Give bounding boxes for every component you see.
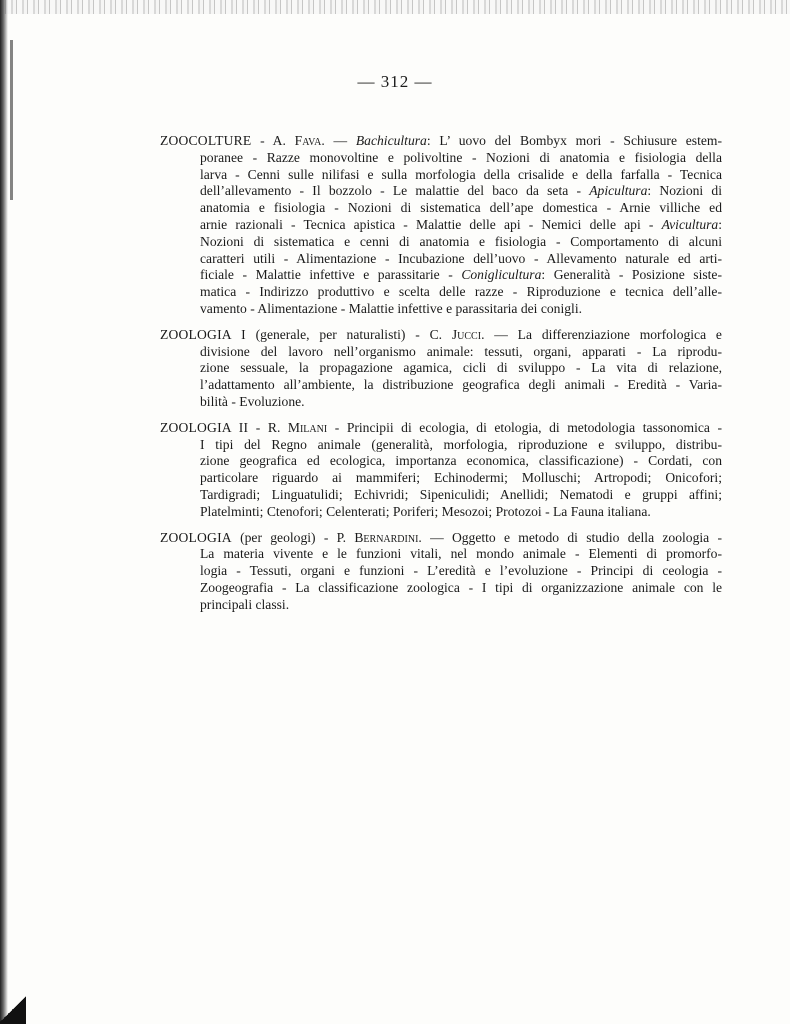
course-title: ZOOCOLTURE	[160, 133, 252, 148]
text-segment: zione sessuale, la propagazione agamica, cicli di sviluppo - La vita di relazione,	[200, 360, 722, 376]
text-segment: . —	[321, 133, 356, 148]
text-segment: vamento - Alimentazione - Malattie infettive e parassitaria dei conigli.	[200, 300, 582, 316]
course-title: ZOOLOGIA I	[160, 326, 246, 342]
author-name: Milani	[287, 419, 328, 435]
entry-text-line	[160, 580, 722, 597]
entry-text-line	[160, 167, 722, 184]
entry-text-line	[160, 200, 722, 217]
text-segment: Platelminti; Ctenofori; Celenterati; Poriferi; Mesozoi; Protozoi - La Fauna italiana.	[200, 503, 651, 519]
entry-heading-line	[160, 327, 722, 344]
text-segment: l’adattamento all’ambiente, la distribuzione geografica degli animali - Eredità - Varia-	[200, 377, 722, 393]
text-segment: ficiale - Malattie infettive e parassitarie -	[200, 267, 462, 283]
entry-text-line	[160, 504, 722, 521]
text-segment: poranee - Razze monovoltine e polivoltine - Nozioni di anatomia e fisiologia della	[200, 149, 722, 165]
text-segment: larva - Cenni sulle nilifasi e sulla morfologia della crisalide e della farfalla - Tecnica	[200, 166, 722, 182]
text-segment: (per geologi) - P.	[231, 529, 355, 545]
topic-heading: Avicultura	[661, 216, 719, 232]
entry-text-line	[160, 217, 722, 234]
entry-heading-line	[160, 420, 722, 437]
entry-text-line	[160, 377, 722, 394]
text-segment: Zoogeografia - La classificazione zoologica - I tipi di organizzazione animale con le	[200, 579, 722, 595]
entry-text-line	[160, 563, 722, 580]
text-segment: particolare riguardo ai mammiferi; Echinodermi; Molluschi; Artropodi; Onicofori;	[200, 470, 722, 486]
entry-text-line	[160, 150, 722, 167]
entry-text-line	[160, 234, 722, 251]
course-entry	[160, 327, 722, 411]
author-name: Fava	[294, 133, 322, 148]
text-segment: anatomia e fisiologia - Nozioni di sistematica dell’ape domestica - Arnie villiche ed	[200, 200, 722, 216]
text-segment: principali classi.	[200, 596, 290, 612]
topic-heading: Conigliculturа	[461, 267, 542, 283]
topic-heading: Bachicultura	[355, 133, 427, 148]
page-number: — 312 —	[357, 72, 433, 91]
text-segment: . — La differenziazione morfologica e	[481, 326, 722, 342]
scan-corner-shadow	[0, 994, 26, 1024]
text-segment: - Principii di ecologia, di etologia, di metodologia tassonomica -	[327, 419, 722, 435]
entry-text-line	[160, 301, 722, 318]
text-segment: : Nozioni di	[647, 183, 722, 199]
text-segment: bilità - Evoluzione.	[200, 393, 305, 409]
entry-heading-line	[160, 530, 722, 547]
course-entry	[160, 420, 722, 521]
entry-text-line	[160, 597, 722, 614]
course-entries	[160, 133, 722, 623]
course-title: ZOOLOGIA	[160, 529, 232, 545]
text-segment: logia - Tessuti, organi e funzioni - L’eredità e l’evoluzione - Principi di ceologia -	[200, 563, 722, 579]
scan-binding-mark	[10, 40, 13, 200]
author-name: Jucci	[451, 326, 482, 342]
text-segment: : L’ uovo del Bombyx mori - Schiusure estem-	[426, 133, 722, 148]
entry-text-line	[160, 437, 722, 454]
entry-text-line	[160, 453, 722, 470]
text-segment: Tardigradi; Linguatulidi; Echivridi; Sipeniculidi; Anellidi; Nematodi e gruppi affini;	[200, 486, 722, 502]
scan-left-edge	[0, 0, 8, 1024]
text-segment: arnie razionali - Tecnica apistica - Malattie delle api - Nemici delle api -	[200, 216, 662, 232]
text-segment: : Generalità - Posizione siste-	[541, 267, 722, 283]
entry-text-line	[160, 487, 722, 504]
text-segment: zione geografica ed ecologica, importanza economica, classificazione) - Cordati, con	[200, 453, 722, 469]
entry-text-line	[160, 251, 722, 268]
author-name: Bernardini	[354, 529, 419, 545]
entry-text-line	[160, 360, 722, 377]
text-segment: :	[718, 216, 722, 232]
entry-text-line	[160, 267, 722, 284]
topic-heading: Apicultura	[589, 183, 648, 199]
entry-text-line	[160, 284, 722, 301]
text-segment: (generale, per naturalisti) - C.	[245, 326, 452, 342]
course-title: ZOOLOGIA II	[160, 419, 249, 435]
course-entry	[160, 530, 722, 614]
text-segment: matica - Indirizzo produttivo e scelta delle razze - Riproduzione e tecnica dell’alle-	[200, 284, 722, 300]
entry-text-line	[160, 546, 722, 563]
text-segment: I tipi del Regno animale (generalità, morfologia, riproduzione e sviluppo, distribu-	[200, 436, 722, 452]
entry-text-line	[160, 394, 722, 411]
entry-heading-line	[160, 133, 722, 150]
text-segment: divisione del lavoro nell’organismo animale: tessuti, organi, apparati - La riprodu-	[200, 343, 722, 359]
entry-text-line	[160, 470, 722, 487]
text-segment: caratteri utili - Alimentazione - Incubazione dell’uovo - Allevamento naturale ed arti-	[200, 250, 722, 266]
text-segment: dell’allevamento - Il bozzolo - Le malattie del baco da seta -	[200, 183, 590, 199]
text-segment: Nozioni di sistematica e cenni di anatomia e fisiologia - Comportamento di alcuni	[200, 233, 722, 249]
scan-top-edge	[0, 0, 790, 14]
entry-text-line	[160, 344, 722, 361]
text-segment: - A.	[251, 133, 295, 148]
entry-text-line	[160, 183, 722, 200]
text-segment: . — Oggetto e metodo di studio della zoologia -	[418, 529, 722, 545]
course-entry	[160, 133, 722, 318]
text-segment: - R.	[248, 419, 288, 435]
text-segment: La materia vivente e le funzioni vitali, nel mondo animale - Elementi di promorfo-	[200, 546, 722, 562]
